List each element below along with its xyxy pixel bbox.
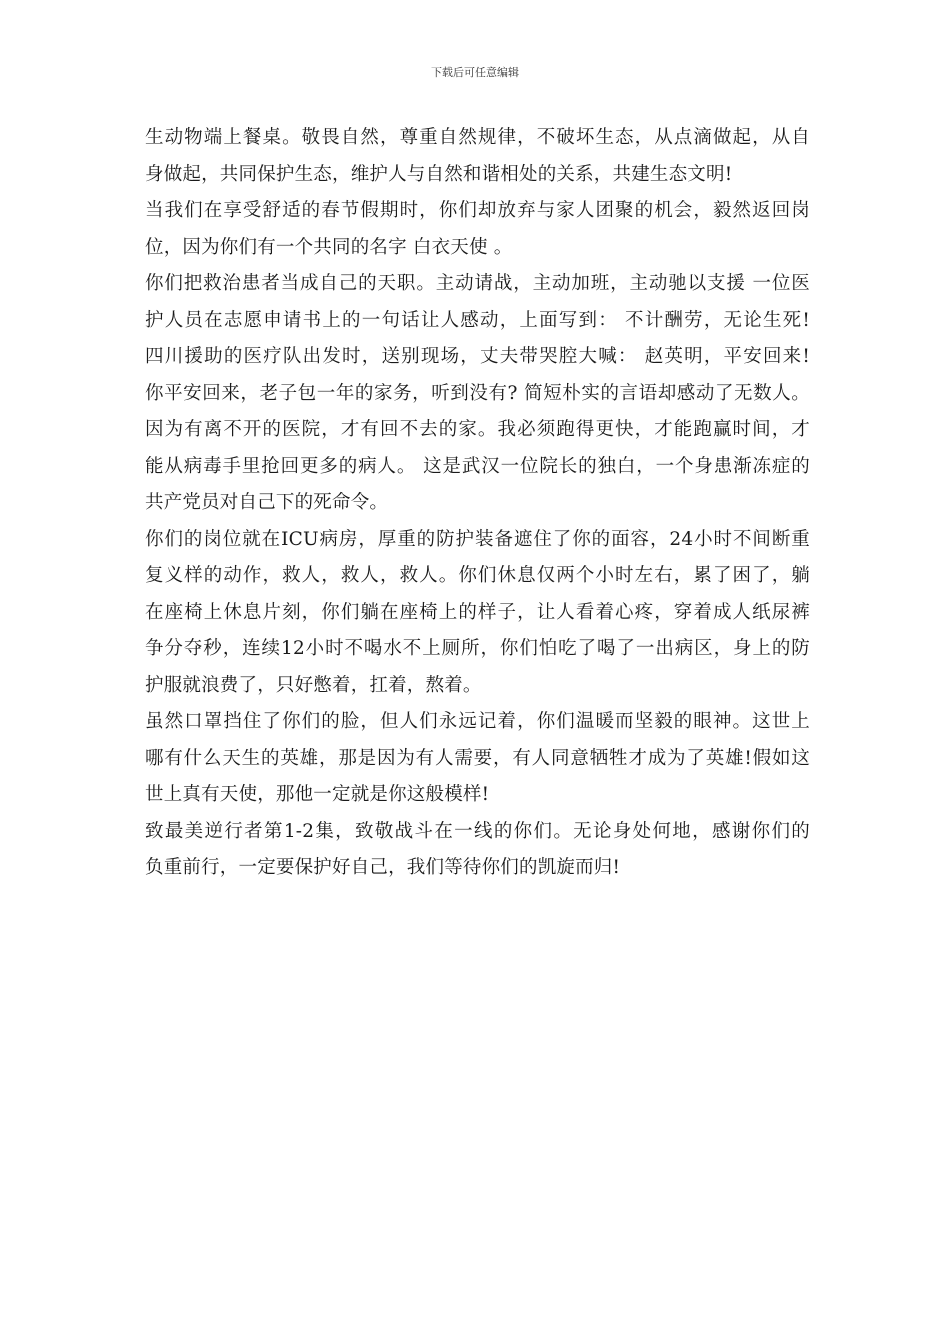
text-line: 复义样的动作，救人，救人，救人。你们休息仅两个小时左右，累了困了，躺 — [145, 565, 810, 586]
text-line: 争分夺秒，连续12小时不喝水不上厕所，你们怕吃了喝了一出病区，身上的防 — [145, 638, 810, 659]
text-line: 负重前行，一定要保护好自己，我们等待你们的凯旋而归! — [145, 857, 621, 878]
document-body — [145, 125, 810, 892]
text-line: 你们把救治患者当成自己的天职。主动请战，主动加班，主动驰以支援 一位医 — [145, 273, 810, 294]
text-line: 哪有什么天生的英雄，那是因为有人需要，有人同意牺牲才成为了英雄!假如这 — [145, 747, 810, 769]
text-line: 四川援助的医疗队出发时，送别现场，丈夫带哭腔大喊： 赵英明，平安回来! — [145, 346, 810, 367]
text-line: 共产党员对自己下的死命令。 — [145, 492, 389, 513]
text-line: 虽然口罩挡住了你们的脸，但人们永远记着，你们温暖而坚毅的眼神。这世上 — [145, 711, 810, 732]
text-line: 能从病毒手里抢回更多的病人。 这是武汉一位院长的独白，一个身患渐冻症的 — [145, 455, 810, 477]
text-line: 在座椅上休息片刻，你们躺在座椅上的样子，让人看着心疼，穿着成人纸尿裤 — [145, 601, 810, 623]
text-line: 致最美逆行者第1-2集，致敬战斗在一线的你们。无论身处何地，感谢你们的 — [145, 820, 810, 842]
text-line: 你平安回来，老子包一年的家务，听到没有? 简短朴实的言语却感动了无数人。 — [145, 382, 810, 404]
page-header: 下载后可任意编辑 — [431, 66, 519, 79]
text-line: 因为有离不开的医院，才有回不去的家。我必须跑得更快，才能跑赢时间，才 — [145, 419, 810, 440]
text-line: 当我们在享受舒适的春节假期时，你们却放弃与家人团聚的机会，毅然返回岗 — [145, 200, 810, 221]
text-line: 生动物端上餐桌。敬畏自然，尊重自然规律，不破坏生态，从点滴做起，从自 — [145, 127, 810, 148]
text-line: 护人员在志愿申请书上的一句话让人感动，上面写到： 不计酬劳，无论生死! — [145, 309, 810, 331]
text-line: 位，因为你们有一个共同的名字 白衣天使 。 — [145, 236, 513, 258]
text-line: 世上真有天使，那他一定就是你这般模样! — [145, 784, 490, 805]
text-line: 身做起，共同保护生态，维护人与自然和谐相处的关系，共建生态文明! — [145, 163, 733, 185]
text-line: 护服就浪费了，只好憋着，扛着，熬着。 — [145, 674, 482, 696]
text-line: 你们的岗位就在ICU病房，厚重的防护装备遮住了你的面容，24小时不间断重 — [145, 528, 810, 550]
